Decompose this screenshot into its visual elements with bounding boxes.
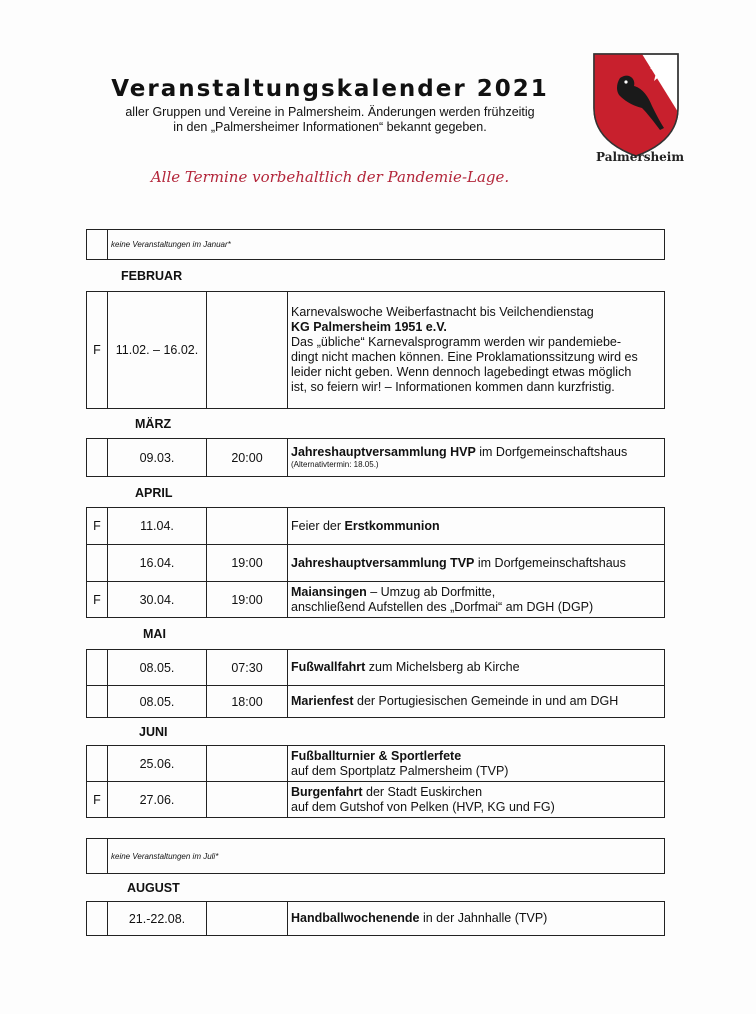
time-cell: 18:00 [207, 686, 288, 717]
flag-cell [87, 686, 108, 717]
organizer: KG Palmersheim 1951 e.V. [291, 320, 447, 334]
event-location: im Dorfgemeinschaftshaus [475, 445, 628, 459]
event-detail: zum Michelsberg ab Kirche [365, 660, 520, 674]
event-title: Jahreshauptversammlung TVP [291, 555, 475, 570]
description-cell [288, 902, 664, 935]
flag-cell: F [87, 292, 108, 408]
description-cell [288, 439, 664, 476]
event-title: Erstkommunion [344, 518, 440, 533]
subtitle-line-1: aller Gruppen und Vereine in Palmersheim. Änderungen werden frühzeitig [125, 105, 535, 119]
description-cell [288, 545, 664, 581]
event-prefix: Feier der [291, 518, 345, 533]
flag-cell: F [87, 782, 108, 817]
month-heading-august: AUGUST [127, 881, 180, 895]
event-row [87, 685, 664, 717]
event-title: Jahreshauptversammlung HVP [291, 445, 476, 459]
date-cell: 25.06. [108, 746, 207, 781]
events-may [86, 649, 665, 718]
crest-caption: Palmersheim [596, 150, 685, 164]
event-title: Fußballturnier & Sportlerfete [291, 748, 462, 763]
date-cell: 08.05. [108, 686, 207, 717]
events-june [86, 745, 665, 818]
event-detail: der Portugiesischen Gemeinde in und am DGH [353, 694, 619, 708]
events-august [86, 901, 665, 936]
event-text-line-4: ist, so feiern wir! – Informationen kommen dann kurzfristig. [291, 380, 615, 394]
event-row [87, 292, 664, 408]
event-row [87, 544, 664, 581]
flag-cell [87, 746, 108, 781]
event-text-line-2: dingt nicht machen können. Eine Proklamationssitzung wird es [291, 350, 638, 364]
event-detail: in der Jahnhalle (TVP) [419, 911, 548, 925]
page-title: Veranstaltungskalender 2021 [111, 76, 549, 102]
event-title: Fußwallfahrt [291, 660, 366, 674]
event-detail-line-2: anschließend Aufstellen des „Dorfmai“ am DGH (DGP) [291, 599, 594, 614]
month-heading-march: MÄRZ [135, 417, 172, 431]
event-text-line-1: Das „übliche“ Karnevalsprogramm werden wir pandemiebe- [291, 335, 622, 349]
event-row [87, 746, 664, 781]
event-row [87, 508, 664, 544]
date-cell: 08.05. [108, 650, 207, 685]
event-title: Burgenfahrt [291, 784, 363, 799]
date-cell: 21.-22.08. [108, 902, 207, 935]
events-march [86, 438, 665, 477]
event-detail: der Stadt Euskirchen [362, 784, 483, 799]
time-cell: 20:00 [207, 439, 288, 476]
event-detail: – Umzug ab Dorfmitte, [366, 584, 496, 599]
events-february [86, 291, 665, 409]
time-cell: 19:00 [207, 582, 288, 617]
event-row [87, 439, 664, 476]
flag-cell [87, 902, 108, 935]
event-detail-line-2: auf dem Sportplatz Palmersheim (TVP) [291, 763, 509, 778]
date-cell: 16.04. [108, 545, 207, 581]
note-january [86, 229, 665, 260]
time-cell [207, 508, 288, 544]
description-cell [288, 746, 664, 781]
time-cell [207, 782, 288, 817]
events-april [86, 507, 665, 618]
flag-cell [87, 439, 108, 476]
month-heading-may: MAI [143, 627, 166, 641]
description-cell [288, 782, 664, 817]
event-row [87, 781, 664, 817]
month-heading-april: APRIL [135, 486, 173, 500]
date-cell: 11.02. – 16.02. [108, 292, 207, 408]
note-text: keine Veranstaltungen im Januar* [111, 240, 231, 249]
date-cell: 27.06. [108, 782, 207, 817]
note-text: keine Veranstaltungen im Juli* [111, 851, 219, 861]
description-cell [288, 508, 664, 544]
event-title: Marienfest [291, 694, 354, 708]
note-july [86, 838, 665, 874]
time-cell: 07:30 [207, 650, 288, 685]
time-cell: 19:00 [207, 545, 288, 581]
event-detail-line-2: auf dem Gutshof von Pelken (HVP, KG und FG) [291, 799, 555, 814]
flag-cell [87, 650, 108, 685]
description-cell [288, 582, 664, 617]
event-title: Handballwochenende [291, 911, 420, 925]
date-cell: 09.03. [108, 439, 207, 476]
month-heading-june: JUNI [139, 725, 168, 739]
flag-cell [87, 230, 108, 259]
time-cell [207, 902, 288, 935]
date-cell: 11.04. [108, 508, 207, 544]
flag-cell: F [87, 582, 108, 617]
event-title: Maiansingen [291, 584, 367, 599]
event-title: Karnevalswoche Weiberfastnacht bis Veilchendienstag [291, 305, 594, 319]
time-cell [207, 746, 288, 781]
event-text-line-3: leider nicht geben. Wenn dennoch lagebedingt etwas möglich [291, 365, 632, 379]
flag-cell [87, 545, 108, 581]
date-cell: 30.04. [108, 582, 207, 617]
time-cell [207, 292, 288, 408]
event-row [87, 650, 664, 685]
description-cell [288, 292, 664, 408]
description-cell [288, 686, 664, 717]
document-header [100, 76, 560, 135]
event-row [87, 902, 664, 935]
pandemic-disclaimer: Alle Termine vorbehaltlich der Pandemie-Lage. [150, 168, 510, 186]
flag-cell: F [87, 508, 108, 544]
alternative-date: (Alternativtermin: 18.05.) [291, 460, 379, 469]
event-row [87, 581, 664, 617]
description-cell [288, 650, 664, 685]
month-heading-february: FEBRUAR [121, 269, 183, 283]
subtitle-line-2: in den „Palmersheimer Informationen“ bekannt gegeben. [173, 120, 487, 134]
event-location: im Dorfgemeinschaftshaus [474, 555, 626, 570]
flag-cell [87, 839, 108, 873]
